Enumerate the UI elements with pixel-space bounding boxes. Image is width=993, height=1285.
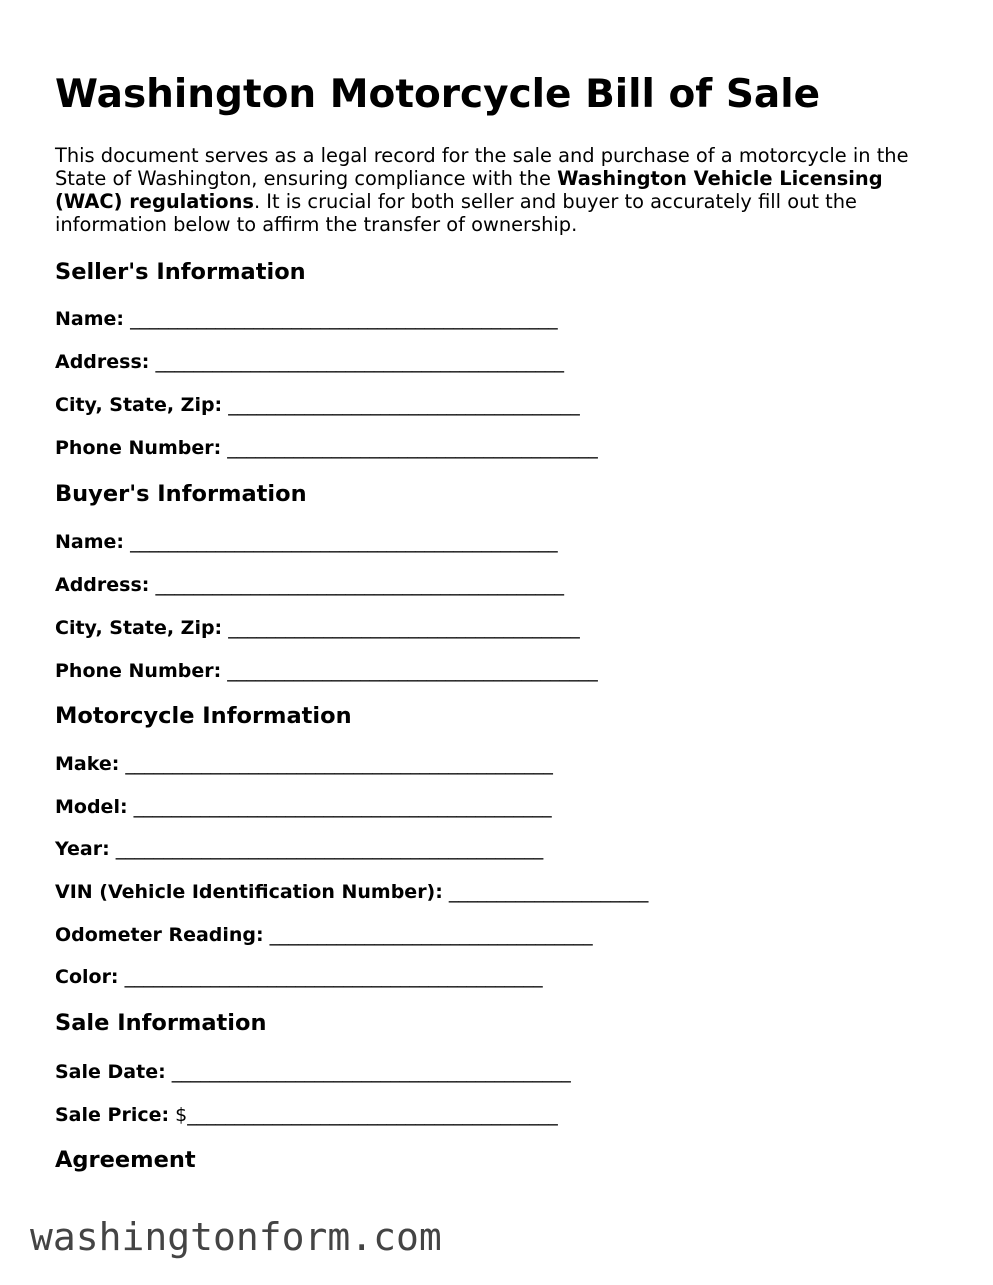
sale-date-field[interactable] xyxy=(55,1060,571,1084)
field-label: Year: xyxy=(55,838,110,860)
sale-price-field[interactable] xyxy=(55,1103,558,1127)
buyer-phone-field[interactable] xyxy=(55,659,598,683)
field-blank-line[interactable]: _____________________________________ xyxy=(228,617,580,639)
seller-address-field[interactable] xyxy=(55,350,564,374)
field-blank-line[interactable]: ___________________________________________ xyxy=(155,351,564,373)
field-label: Model: xyxy=(55,796,128,818)
field-blank-line[interactable]: _____________________________________________ xyxy=(115,838,544,860)
site-watermark: washingtonform.com xyxy=(30,1215,442,1259)
motorcycle-make-field[interactable] xyxy=(55,752,553,776)
intro-paragraph xyxy=(55,144,935,236)
field-label: Address: xyxy=(55,574,150,596)
field-label: Name: xyxy=(55,308,125,330)
field-blank-line[interactable]: _______________________________________ xyxy=(227,660,598,682)
motorcycle-section-heading: Motorcycle Information xyxy=(55,703,352,729)
intro-text-bold: Washington Vehicle Licensing (WAC) regulations xyxy=(55,167,883,213)
field-label: Phone Number: xyxy=(55,437,222,459)
intro-text-part2: . It is crucial for both seller and buyer to accurately fill out the information below to affirm the transfer of ownership. xyxy=(55,190,857,236)
document-title: Washington Motorcycle Bill of Sale xyxy=(55,72,821,117)
motorcycle-color-field[interactable] xyxy=(55,965,543,989)
field-label: City, State, Zip: xyxy=(55,394,223,416)
sale-section-heading: Sale Information xyxy=(55,1010,267,1036)
buyer-address-field[interactable] xyxy=(55,573,564,597)
field-blank-line[interactable]: _______________________________________ xyxy=(187,1104,558,1126)
intro-text-part1: This document serves as a legal record for the sale and purchase of a motorcycle in the State of Washington, ensuring compliance with the xyxy=(55,144,909,190)
agreement-section-heading: Agreement xyxy=(55,1147,196,1173)
field-label: Sale Price: xyxy=(55,1104,170,1126)
field-label: Sale Date: xyxy=(55,1061,166,1083)
field-blank-line[interactable]: __________________________________________ xyxy=(171,1061,571,1083)
field-label: Odometer Reading: xyxy=(55,924,264,946)
seller-city-state-zip-field[interactable] xyxy=(55,393,580,417)
field-blank-line[interactable]: ____________________________________________ xyxy=(133,796,552,818)
field-label: VIN (Vehicle Identification Number): xyxy=(55,881,443,903)
seller-name-field[interactable] xyxy=(55,307,558,331)
field-blank-line[interactable]: _____________________________________ xyxy=(228,394,580,416)
seller-phone-field[interactable] xyxy=(55,436,598,460)
field-blank-line[interactable]: _____________________________________________ xyxy=(130,531,558,553)
motorcycle-vin-field[interactable] xyxy=(55,880,648,904)
field-blank-line[interactable]: __________________________________ xyxy=(269,924,593,946)
buyer-section-heading: Buyer's Information xyxy=(55,481,307,507)
field-label: Name: xyxy=(55,531,125,553)
field-blank-line[interactable]: _____________________________________________ xyxy=(130,308,558,330)
motorcycle-odometer-field[interactable] xyxy=(55,923,593,947)
field-label: Address: xyxy=(55,351,150,373)
field-blank-line[interactable]: _____________________________________________ xyxy=(125,753,553,775)
seller-section-heading: Seller's Information xyxy=(55,259,306,285)
buyer-name-field[interactable] xyxy=(55,530,558,554)
field-blank-line[interactable]: ___________________________________________ xyxy=(155,574,564,596)
field-label: Make: xyxy=(55,753,120,775)
motorcycle-year-field[interactable] xyxy=(55,837,543,861)
motorcycle-model-field[interactable] xyxy=(55,795,552,819)
field-label: Color: xyxy=(55,966,119,988)
field-blank-line[interactable]: _____________________ xyxy=(448,881,649,903)
field-blank-line[interactable]: ____________________________________________ xyxy=(124,966,543,988)
field-label: City, State, Zip: xyxy=(55,617,223,639)
field-blank-line[interactable]: _______________________________________ xyxy=(227,437,598,459)
field-label: Phone Number: xyxy=(55,660,222,682)
buyer-city-state-zip-field[interactable] xyxy=(55,616,580,640)
currency-prefix: $ xyxy=(175,1104,188,1126)
